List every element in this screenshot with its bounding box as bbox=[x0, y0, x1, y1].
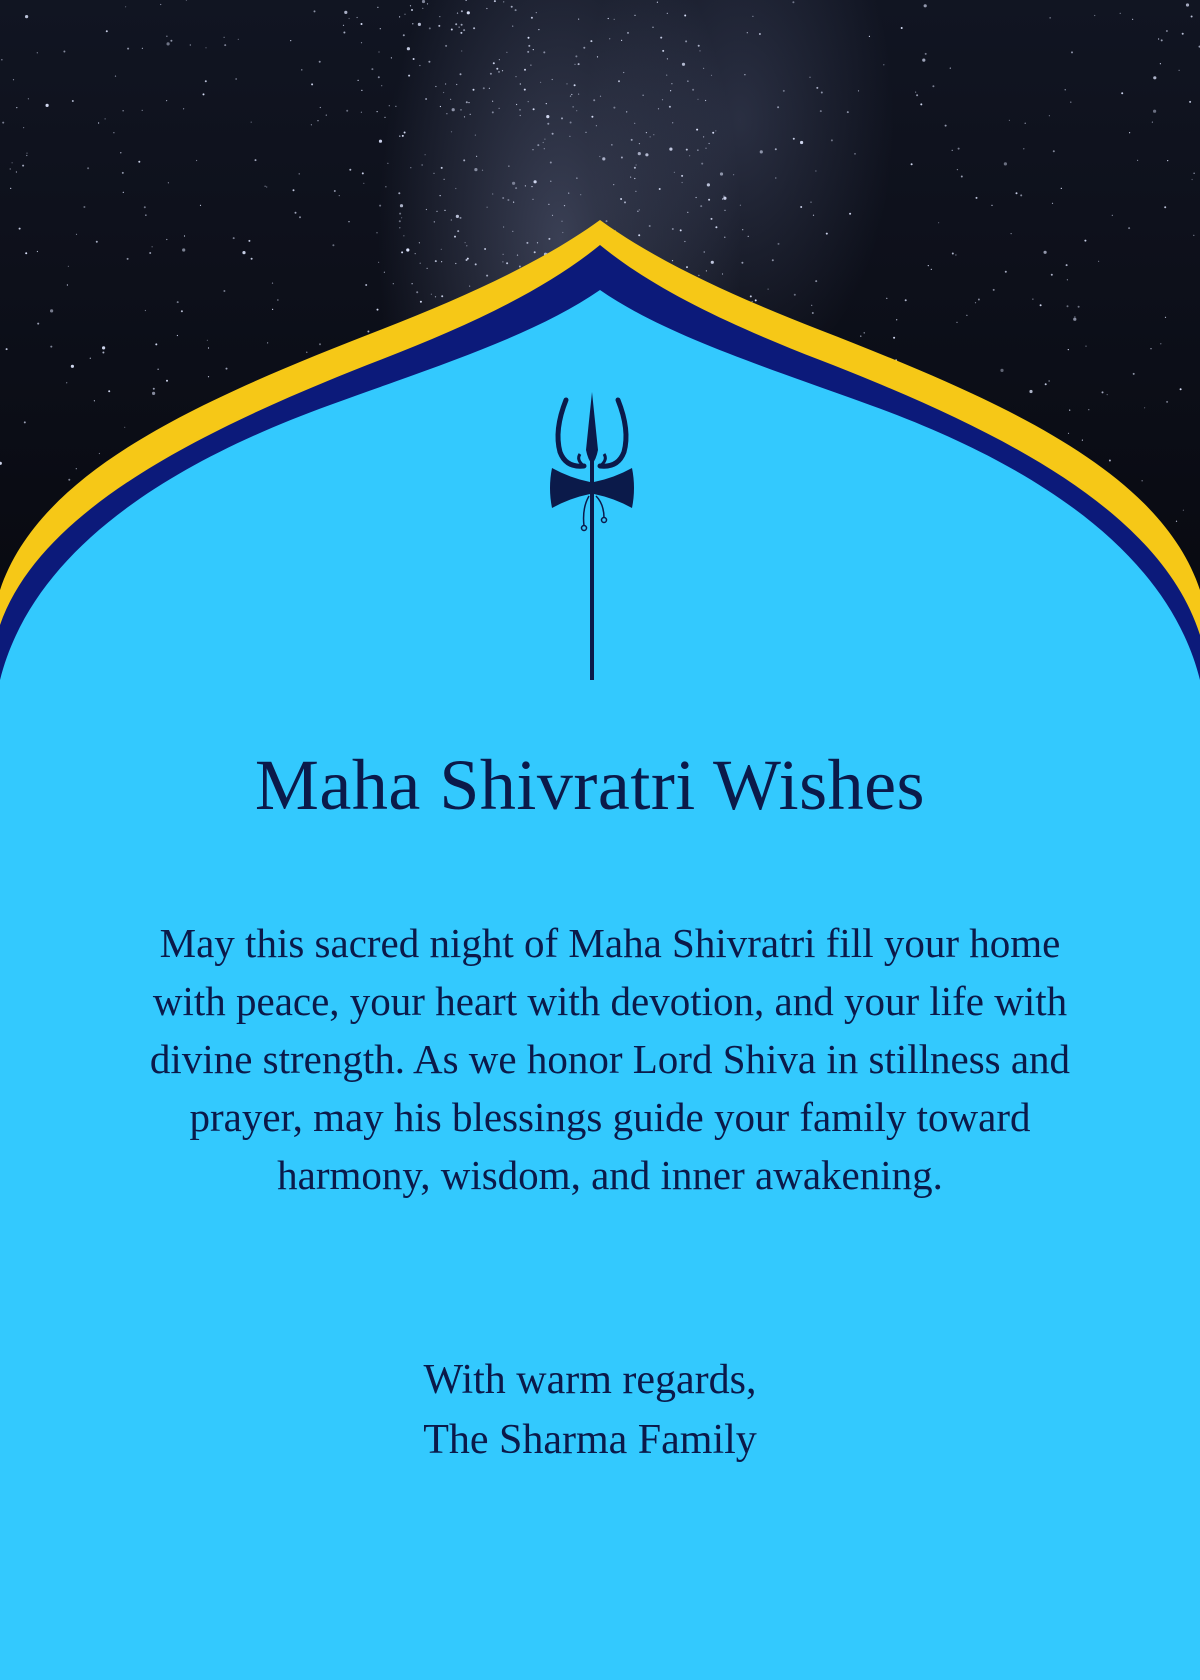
card-message: May this sacred night of Maha Shivratri fill your home with peace, your heart with devotion, and your life with divine strength. As we honor Lord Shiva in stillness and prayer, may his blessings guide your family toward harmony, wisdom, and inner awakening. bbox=[149, 920, 1071, 1198]
card-title: Maha Shivratri Wishes bbox=[254, 745, 926, 825]
trishul-icon bbox=[540, 390, 644, 682]
card-closing bbox=[0, 1350, 1180, 1470]
closing-salutation: With warm regards, bbox=[423, 1357, 757, 1403]
closing-signature: The Sharma Family bbox=[423, 1417, 757, 1463]
